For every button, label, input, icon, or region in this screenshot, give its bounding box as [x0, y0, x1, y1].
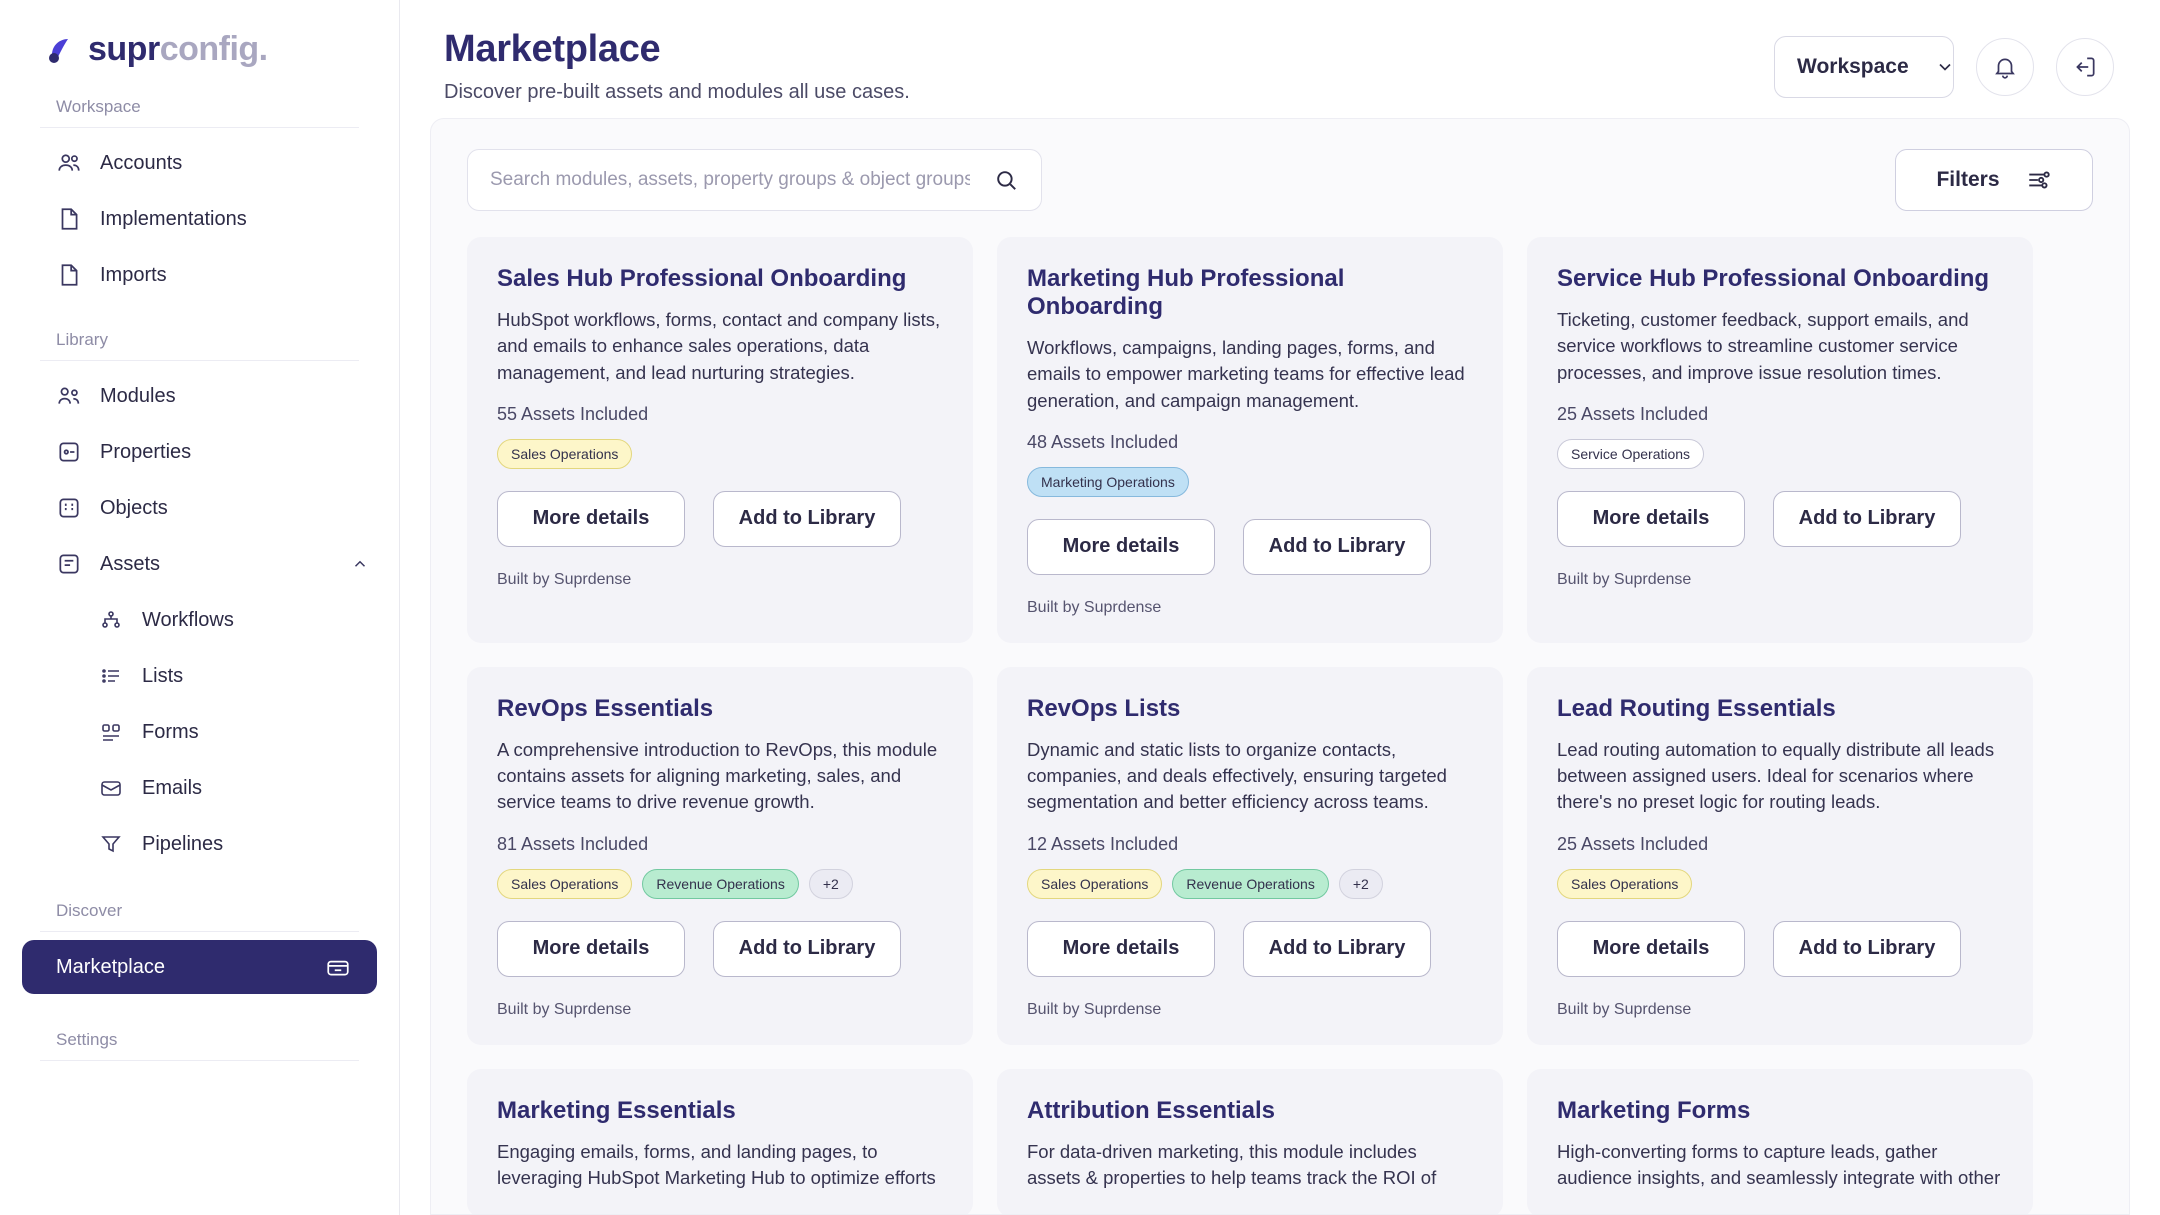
sidebar	[0, 0, 400, 1215]
sidebar-item-label: Objects	[100, 496, 168, 519]
page-subtitle: Discover pre-built assets and modules all use cases.	[444, 81, 910, 103]
card-built-by: Built by Suprdense	[1557, 570, 1692, 588]
workflows-icon	[98, 607, 124, 633]
sidebar-item-label: Properties	[100, 440, 192, 463]
add-to-library-button[interactable]: Add to Library	[713, 921, 901, 977]
marketplace-card[interactable]	[1527, 237, 2033, 643]
sidebar-item-assets[interactable]	[22, 537, 377, 591]
brand-name-secondary: config.	[159, 30, 268, 68]
filters-button[interactable]	[1895, 149, 2093, 211]
assets-icon	[56, 551, 82, 577]
card-description: Dynamic and static lists to organize contacts, companies, and deals effectively, ensuring targeted segmentation and better efficiency across teams.	[1027, 738, 1447, 813]
card-title: Sales Hub Professional Onboarding	[497, 265, 907, 292]
sidebar-item-label: Emails	[142, 776, 203, 799]
card-tags	[497, 439, 943, 469]
card-description: HubSpot workflows, forms, contact and company lists, and emails to enhance sales operations, data management, and lead nurturing strategies.	[497, 309, 941, 383]
accounts-icon	[56, 150, 82, 176]
add-to-library-button[interactable]: Add to Library	[1243, 921, 1431, 977]
emails-icon	[98, 775, 124, 801]
card-description: Workflows, campaigns, landing pages, forms, and emails to empower marketing teams for effective lead generation, and campaign management.	[1027, 337, 1465, 411]
card-description: Engaging emails, forms, and landing pages, to leveraging HubSpot Marketing Hub to optimize efforts	[497, 1140, 936, 1188]
chevron-down-icon	[1935, 57, 1955, 77]
marketplace-card[interactable]	[1527, 1069, 2033, 1215]
sidebar-item-label: Lists	[142, 664, 184, 687]
document-icon	[56, 262, 82, 288]
page-title: Marketplace	[444, 28, 661, 70]
sidebar-section-discover: Discover	[40, 895, 359, 932]
card-asset-count: 25 Assets Included	[1557, 403, 1709, 424]
card-tags	[1557, 869, 2003, 899]
properties-icon	[56, 439, 82, 465]
panel-toolbar	[467, 149, 2093, 211]
modules-icon	[56, 383, 82, 409]
card-actions	[1027, 519, 1473, 575]
marketplace-card[interactable]	[997, 667, 1503, 1045]
logo-icon	[44, 33, 78, 67]
tag-overflow[interactable]: +2	[809, 869, 853, 899]
page-heading-group	[444, 28, 910, 104]
marketplace-card[interactable]	[1527, 667, 2033, 1045]
sidebar-item-label: Assets	[100, 552, 161, 575]
sidebar-item-label: Workflows	[142, 608, 234, 631]
sidebar-item-emails[interactable]	[22, 761, 377, 815]
logout-button[interactable]	[2056, 38, 2114, 96]
card-description: For data-driven marketing, this module includes assets & properties to help teams track the ROI of	[1027, 1140, 1437, 1188]
card-actions	[497, 491, 943, 547]
sidebar-item-label: Modules	[100, 384, 176, 407]
card-built-by: Built by Suprdense	[497, 570, 632, 588]
more-details-button[interactable]: More details	[497, 491, 685, 547]
card-tags	[497, 869, 943, 899]
card-description: Lead routing automation to equally distribute all leads between assigned users. Ideal for scenarios where there's no preset logic for routing leads.	[1557, 738, 1995, 813]
card-asset-count: 25 Assets Included	[1557, 833, 1709, 854]
marketplace-card[interactable]	[467, 667, 973, 1045]
card-tags	[1557, 439, 2003, 469]
tag: Sales Operations	[497, 869, 632, 899]
search-icon[interactable]	[993, 167, 1019, 193]
lists-icon	[98, 663, 124, 689]
sidebar-item-pipelines[interactable]	[22, 817, 377, 871]
more-details-button[interactable]: More details	[1027, 921, 1215, 977]
brand-logo[interactable]	[0, 0, 399, 91]
marketplace-card[interactable]	[997, 237, 1503, 643]
sidebar-item-accounts[interactable]	[22, 136, 377, 190]
tag: Revenue Operations	[1172, 869, 1328, 899]
tag-overflow[interactable]: +2	[1339, 869, 1383, 899]
bell-icon	[1992, 54, 2018, 80]
card-title: RevOps Essentials	[497, 694, 714, 722]
sidebar-item-label: Forms	[142, 720, 199, 743]
tag: Revenue Operations	[642, 869, 798, 899]
card-actions	[497, 921, 943, 977]
card-title: RevOps Lists	[1027, 694, 1181, 722]
card-actions	[1027, 921, 1473, 977]
sidebar-item-properties[interactable]	[22, 425, 377, 479]
add-to-library-button[interactable]: Add to Library	[1773, 921, 1961, 977]
tag: Sales Operations	[1557, 869, 1692, 899]
add-to-library-button[interactable]: Add to Library	[1243, 519, 1431, 575]
main-area	[400, 0, 2160, 1215]
marketplace-icon	[325, 954, 351, 980]
sidebar-item-label: Marketplace	[56, 955, 165, 978]
sidebar-item-label: Implementations	[100, 207, 247, 230]
card-built-by: Built by Suprdense	[1027, 598, 1162, 616]
sidebar-item-modules[interactable]	[22, 369, 377, 423]
card-title: Marketing Forms	[1557, 1096, 1751, 1124]
search-box[interactable]	[467, 149, 1042, 211]
card-actions	[1557, 921, 2003, 977]
card-tags	[1027, 467, 1473, 497]
sidebar-item-label: Accounts	[100, 151, 183, 174]
tag: Marketing Operations	[1027, 467, 1189, 497]
card-tags	[1027, 869, 1473, 899]
filter-sliders-icon	[2026, 167, 2052, 193]
card-title: Attribution Essentials	[1027, 1096, 1276, 1124]
card-asset-count: 55 Assets Included	[497, 403, 649, 424]
top-bar	[400, 0, 2160, 124]
top-bar-actions	[1774, 36, 2114, 98]
tag: Service Operations	[1557, 439, 1704, 469]
card-asset-count: 12 Assets Included	[1027, 833, 1179, 854]
pipelines-icon	[98, 831, 124, 857]
sidebar-item-objects[interactable]	[22, 481, 377, 535]
tag: Sales Operations	[497, 439, 632, 469]
forms-icon	[98, 719, 124, 745]
sidebar-section-library: Library	[40, 324, 359, 361]
sidebar-item-label: Pipelines	[142, 832, 224, 855]
card-description: Ticketing, customer feedback, support emails, and service workflows to streamline customer service processes, and improve issue resolution times.	[1557, 309, 1969, 383]
card-title: Marketing Essentials	[497, 1096, 736, 1124]
logout-icon	[2072, 54, 2098, 80]
workspace-selector[interactable]	[1774, 36, 1954, 98]
card-description: A comprehensive introduction to RevOps, this module contains assets for aligning marketing, sales, and service teams to drive revenue growth.	[497, 738, 938, 813]
search-input[interactable]	[490, 169, 970, 191]
chevron-up-icon[interactable]	[351, 555, 369, 573]
notifications-button[interactable]	[1976, 38, 2034, 96]
card-built-by: Built by Suprdense	[497, 1000, 632, 1018]
objects-icon	[56, 495, 82, 521]
card-built-by: Built by Suprdense	[1557, 1000, 1692, 1018]
card-description: High-converting forms to capture leads, gather audience insights, and seamlessly integrate with other	[1557, 1140, 2001, 1188]
card-title: Marketing Hub Professional Onboarding	[1027, 265, 1345, 320]
card-asset-count: 81 Assets Included	[497, 833, 649, 854]
workspace-selector-label: Workspace	[1797, 55, 1909, 78]
sidebar-item-label: Imports	[100, 263, 167, 286]
more-details-button[interactable]: More details	[1027, 519, 1215, 575]
more-details-button[interactable]: More details	[1557, 491, 1745, 547]
sidebar-item-forms[interactable]	[22, 705, 377, 759]
sidebar-item-workflows[interactable]	[22, 593, 377, 647]
add-to-library-button[interactable]: Add to Library	[1773, 491, 1961, 547]
sidebar-item-lists[interactable]	[22, 649, 377, 703]
sidebar-section-settings: Settings	[40, 1024, 359, 1061]
marketplace-card-grid	[467, 237, 2093, 1215]
tag: Sales Operations	[1027, 869, 1162, 899]
card-title: Lead Routing Essentials	[1557, 694, 1836, 722]
card-asset-count: 48 Assets Included	[1027, 431, 1179, 452]
add-to-library-button[interactable]: Add to Library	[713, 491, 901, 547]
sidebar-item-marketplace[interactable]	[22, 940, 377, 994]
more-details-button[interactable]: More details	[1557, 921, 1745, 977]
more-details-button[interactable]: More details	[497, 921, 685, 977]
sidebar-item-implementations[interactable]	[22, 192, 377, 246]
marketplace-card[interactable]	[467, 237, 973, 643]
card-built-by: Built by Suprdense	[1027, 1000, 1162, 1018]
filters-label: Filters	[1936, 168, 2000, 191]
sidebar-section-workspace: Workspace	[40, 91, 359, 128]
card-title: Service Hub Professional Onboarding	[1557, 265, 1990, 292]
document-icon	[56, 206, 82, 232]
marketplace-panel	[430, 118, 2130, 1215]
marketplace-card[interactable]	[997, 1069, 1503, 1215]
marketplace-card[interactable]	[467, 1069, 973, 1215]
sidebar-item-imports[interactable]	[22, 248, 377, 302]
brand-name-primary: supr	[88, 30, 160, 68]
card-actions	[1557, 491, 2003, 547]
